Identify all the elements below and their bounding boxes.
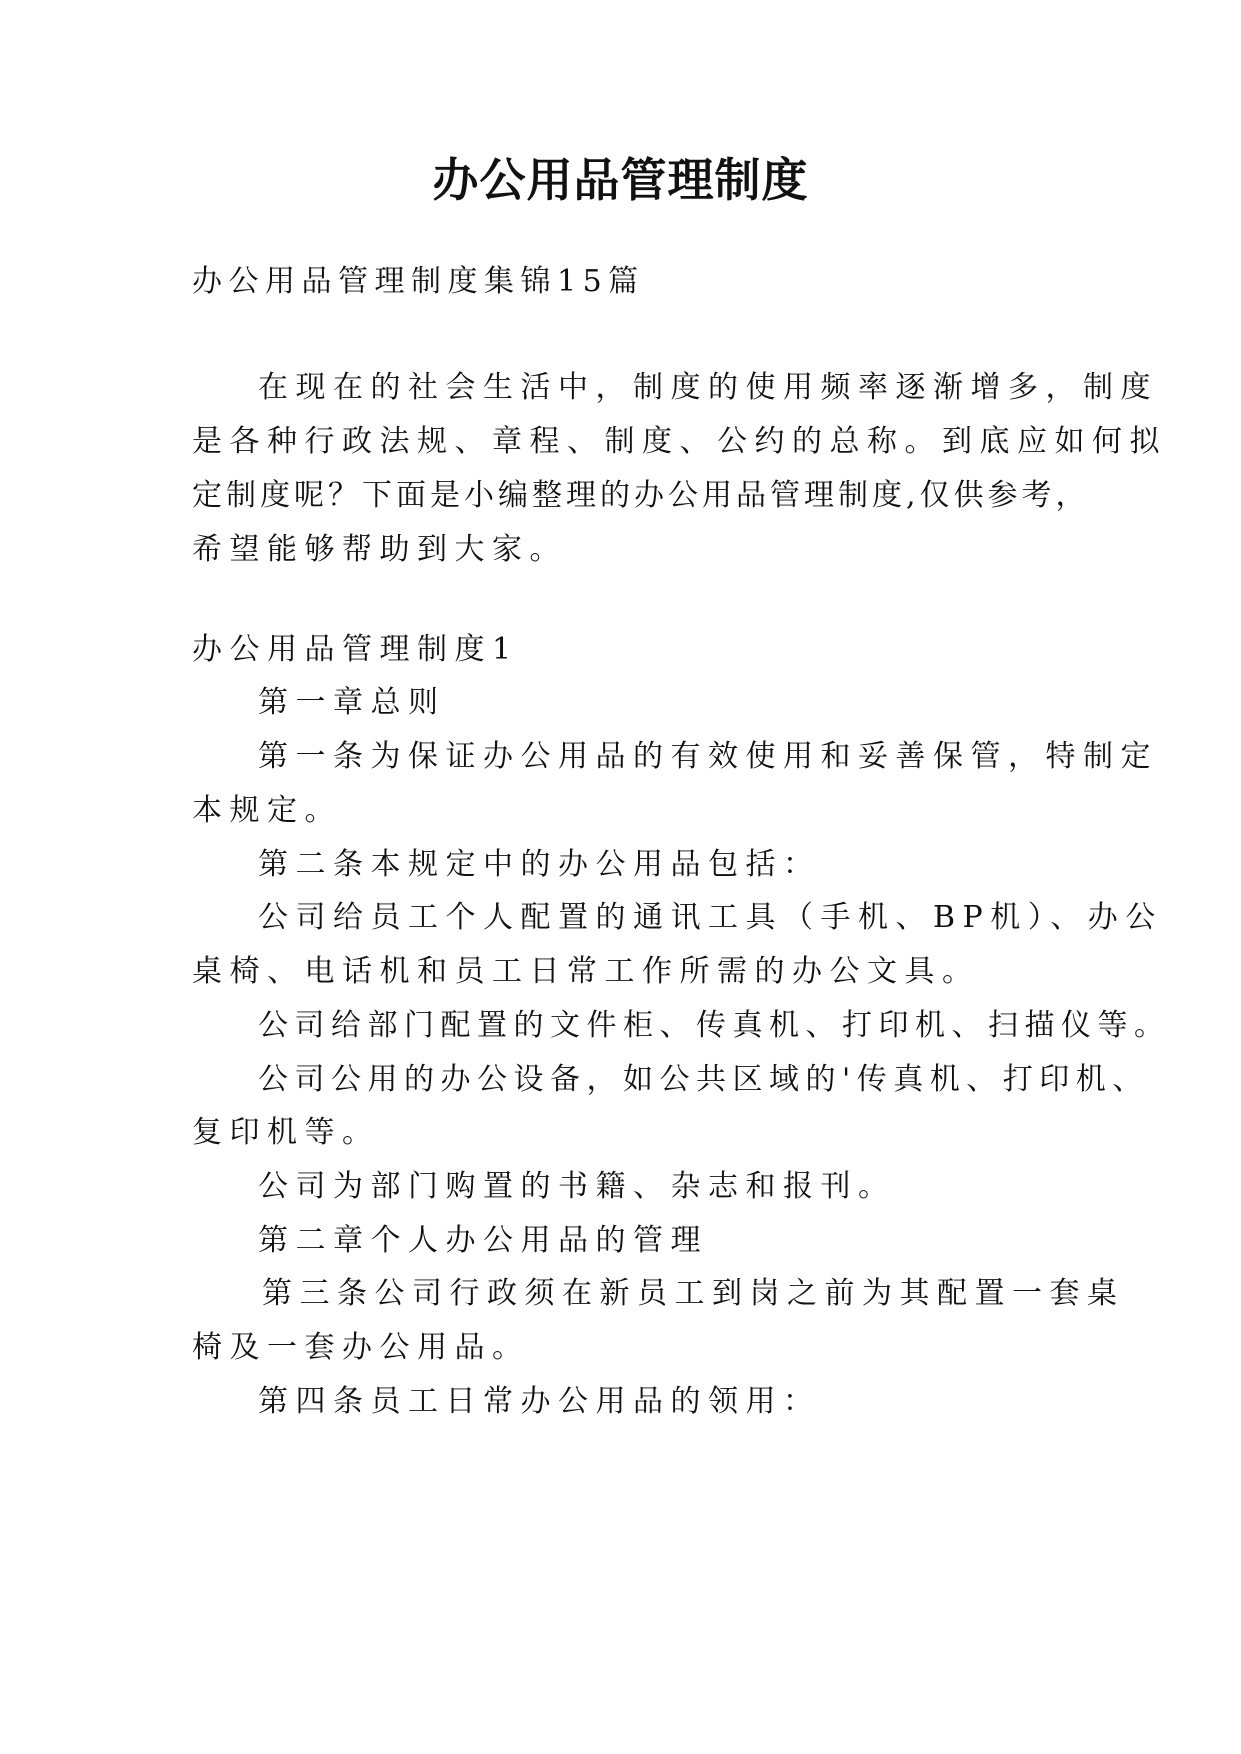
- body-line: 公司为部门购置的书籍、杂志和报刊。: [258, 1169, 896, 1204]
- body-line: 公司给部门配置的文件柜、传真机、打印机、扫描仪等。: [258, 1008, 1171, 1043]
- intro-line: 希望能够帮助到大家。: [192, 532, 567, 567]
- body-line: 公司公用的办公设备，如公共区域的'传真机、打印机、: [258, 1062, 1149, 1097]
- body-line: 第三条公司行政须在新员工到岗之前为其配置一套桌: [262, 1276, 1125, 1311]
- intro-line: 是各种行政法规、章程、制度、公约的总称。到底应如何拟: [192, 424, 1167, 459]
- body-line: 本规定。: [192, 793, 342, 828]
- intro-line: 定制度呢？下面是小编整理的办公用品管理制度,仅供参考，: [192, 478, 1090, 513]
- chapter-heading: 第一章总则: [258, 685, 446, 720]
- body-line: 第四条员工日常办公用品的领用：: [258, 1384, 821, 1419]
- body-line: 第一条为保证办公用品的有效使用和妥善保管，特制定: [258, 739, 1158, 774]
- body-line: 第二条本规定中的办公用品包括：: [258, 847, 821, 882]
- body-line: 复印机等。: [192, 1115, 380, 1150]
- intro-line: 在现在的社会生活中，制度的使用频率逐渐增多，制度: [258, 370, 1158, 405]
- document-title: 办公用品管理制度: [432, 153, 809, 207]
- body-line: 公司给员工个人配置的通讯工具（手机、BP机）、办公: [258, 900, 1163, 935]
- section-heading: 办公用品管理制度1: [192, 632, 519, 667]
- chapter-heading: 第二章个人办公用品的管理: [258, 1223, 708, 1258]
- body-line: 桌椅、电话机和员工日常工作所需的办公文具。: [192, 954, 980, 989]
- body-line: 椅及一套办公用品。: [192, 1330, 530, 1365]
- document-subtitle: 办公用品管理制度集锦15篇: [192, 264, 645, 299]
